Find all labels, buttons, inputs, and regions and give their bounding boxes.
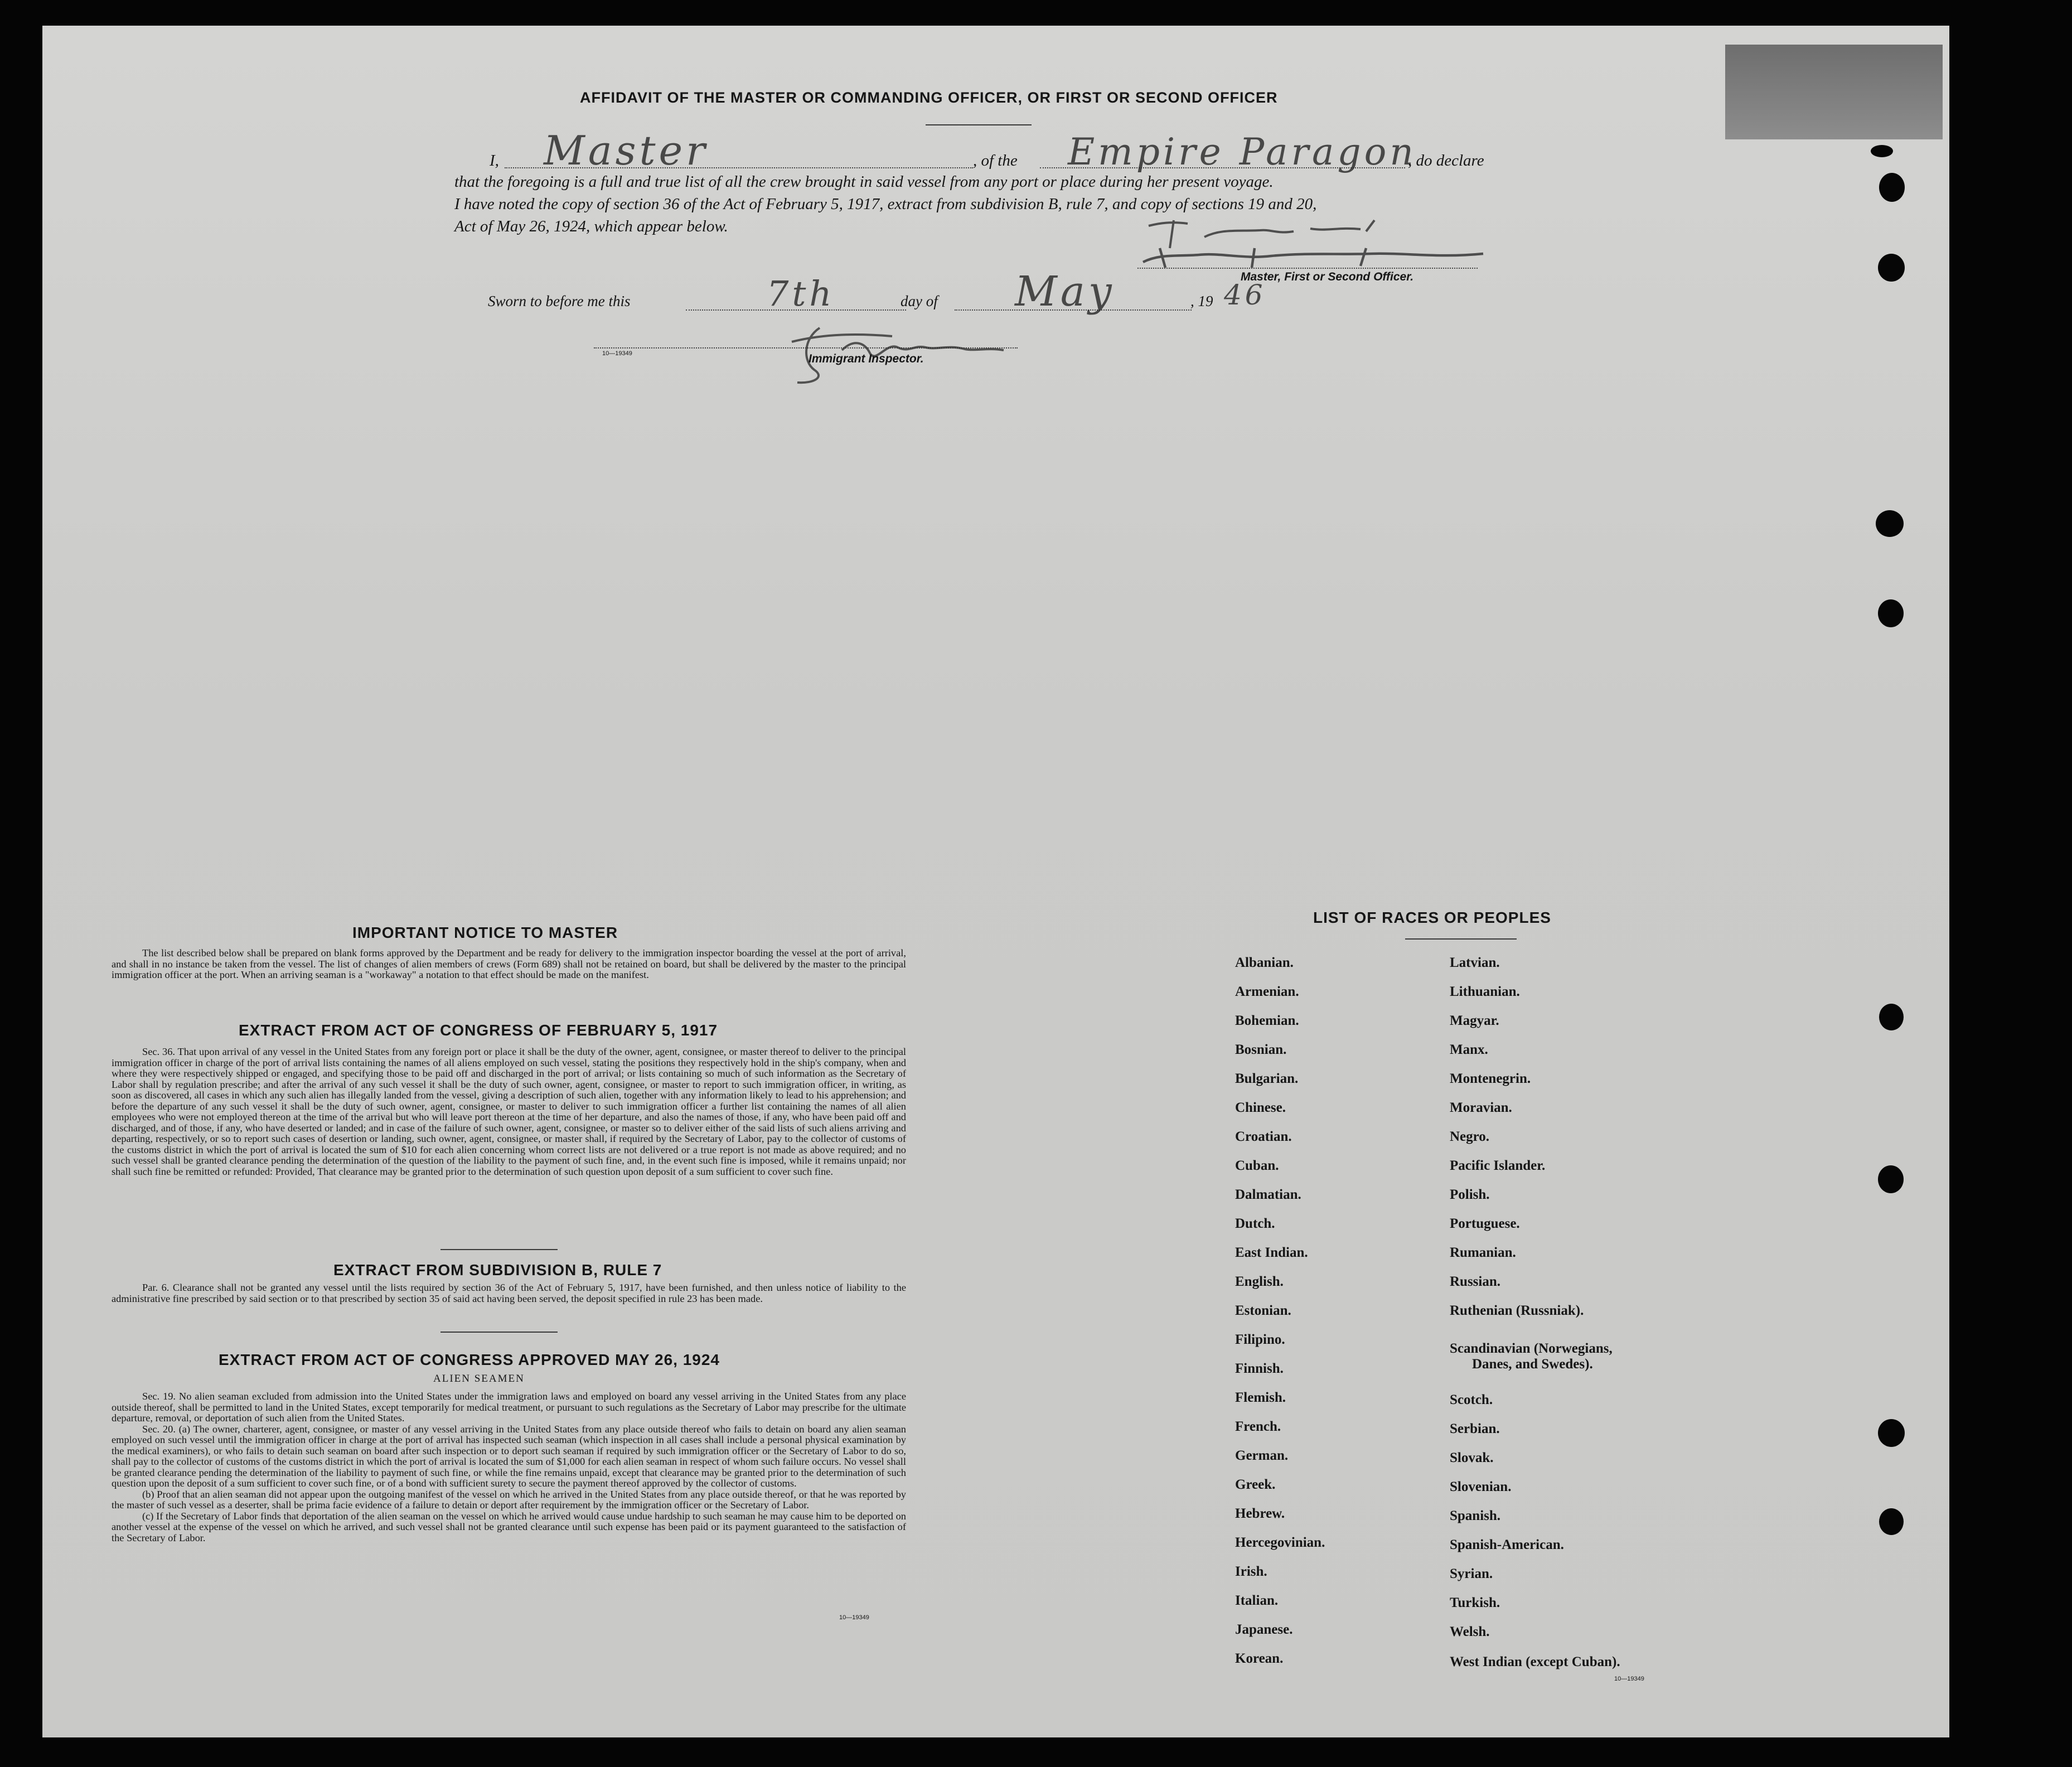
- race-item: French.: [1235, 1419, 1281, 1434]
- binding-hole: [1879, 1508, 1904, 1535]
- sworn-label: Sworn to before me this: [488, 293, 631, 309]
- signature-role-label: Master, First or Second Officer.: [1241, 270, 1414, 283]
- binding-hole: [1878, 254, 1905, 282]
- race-item: Italian.: [1235, 1593, 1279, 1608]
- extract-form-number: 10—19349: [839, 1614, 869, 1621]
- declaration-line-4: Act of May 26, 1924, which appear below.: [454, 217, 728, 235]
- notice-title: IMPORTANT NOTICE TO MASTER: [352, 924, 618, 941]
- race-item: Greek.: [1235, 1477, 1276, 1492]
- race-item: Danes, and Swedes).: [1472, 1357, 1593, 1372]
- race-item: Lithuanian.: [1450, 984, 1520, 999]
- race-item: Scotch.: [1450, 1392, 1493, 1407]
- race-item: Flemish.: [1235, 1390, 1286, 1405]
- race-item: Irish.: [1235, 1564, 1267, 1579]
- race-item: Turkish.: [1450, 1595, 1500, 1610]
- race-item: Portuguese.: [1450, 1216, 1520, 1231]
- alien-seamen-subtitle: ALIEN SEAMEN: [433, 1373, 525, 1384]
- race-item: Slovenian.: [1450, 1479, 1512, 1494]
- declaration-line-2: that the foregoing is a full and true list of all the crew brought in said vessel from any port or place during her present voyage.: [454, 173, 1274, 191]
- year-handwritten: 46: [1224, 279, 1266, 311]
- notice-block: [112, 948, 906, 981]
- race-item: Dutch.: [1235, 1216, 1275, 1231]
- race-item: Serbian.: [1450, 1421, 1500, 1436]
- race-item: Syrian.: [1450, 1566, 1493, 1581]
- race-item: Pacific Islander.: [1450, 1158, 1546, 1173]
- extract-1924-block: [112, 1391, 906, 1543]
- race-item: Bosnian.: [1235, 1042, 1287, 1057]
- race-item: Russian.: [1450, 1274, 1501, 1289]
- race-item: English.: [1235, 1274, 1284, 1289]
- races-form-number: 10—19349: [1614, 1676, 1644, 1682]
- race-item: Armenian.: [1235, 984, 1299, 999]
- do-declare-label: , do declare: [1408, 152, 1484, 170]
- race-item: Hercegovinian.: [1235, 1535, 1325, 1550]
- sworn-day-handwritten: 7th: [767, 273, 835, 314]
- race-item: Korean.: [1235, 1651, 1284, 1666]
- race-item: East Indian.: [1235, 1245, 1308, 1260]
- sec-20b-text: (b) Proof that an alien seaman did not appear upon the outgoing manifest of the vessel on which he arrived in the United States from any place outside thereof, or that he was reported by the master of such vessel as a deserter, shall be prima facie evidence of a failure to detain or deport after requirement by the immigration officer or the Secretary of Labor.: [112, 1488, 906, 1511]
- race-item: Finnish.: [1235, 1361, 1284, 1376]
- subdivision-b-text: Par. 6. Clearance shall not be granted any vessel until the lists required by section 36 of the Act of February 5, 1917, have been furnished, and then unless notice of liability to the administrative fine prescribed by said section or to that prescribed by section 35 of said act having been served, the deposit specified in rule 23 has been made.: [112, 1282, 906, 1304]
- binding-hole: [1879, 173, 1905, 202]
- race-item: Chinese.: [1235, 1100, 1286, 1115]
- race-item: Japanese.: [1235, 1622, 1293, 1637]
- section-divider: [440, 1249, 558, 1250]
- race-item: Latvian.: [1450, 955, 1500, 970]
- day-of-label: day of: [901, 293, 938, 309]
- binding-hole: [1878, 599, 1904, 627]
- race-item: Filipino.: [1235, 1332, 1285, 1347]
- binding-hole: [1871, 145, 1893, 157]
- sec-19-text: Sec. 19. No alien seaman excluded from admission into the United States under the immigration laws and employed on board any vessel arriving in the United States from any place outside thereof, shall be permitted to land in the United States, except temporarily for medical treatment, or pursuant to such regulations as the Secretary of Labor may prescribe for the ultimate departure, removal, or deportation of such alien from the United States.: [112, 1391, 906, 1424]
- inspector-label: Immigrant Inspector.: [809, 352, 924, 365]
- races-title: LIST OF RACES OR PEOPLES: [1313, 909, 1551, 926]
- signature-area: [1126, 215, 1528, 276]
- subdivision-b-title: EXTRACT FROM SUBDIVISION B, RULE 7: [333, 1261, 662, 1279]
- race-item: Polish.: [1450, 1187, 1490, 1202]
- i-label: I,: [490, 152, 499, 170]
- sec-20c-text: (c) If the Secretary of Labor finds that deportation of the alien seaman on the vessel on which he arrived would cause undue hardship to such seaman he may cause him to be deported on another vessel at the expense of the vessel on which he arrived, and such vessel shall not be granted clearance until such expense has been paid or its payment guaranteed to the satisfaction of the Secretary of Labor.: [112, 1510, 906, 1543]
- race-item: Rumanian.: [1450, 1245, 1516, 1260]
- race-item: Manx.: [1450, 1042, 1488, 1057]
- master-signature: [1126, 215, 1528, 276]
- race-item: Montenegrin.: [1450, 1071, 1531, 1086]
- extract-1924-title: EXTRACT FROM ACT OF CONGRESS APPROVED MAY 26, 1924: [219, 1351, 720, 1368]
- subdivision-b-block: [112, 1282, 906, 1304]
- title-underline: [926, 124, 1032, 125]
- race-item: Bulgarian.: [1235, 1071, 1299, 1086]
- section-divider: [440, 1332, 558, 1333]
- race-item: Welsh.: [1450, 1624, 1490, 1639]
- binding-hole: [1876, 510, 1904, 537]
- race-item: Spanish-American.: [1450, 1537, 1564, 1552]
- race-item: Estonian.: [1235, 1303, 1291, 1318]
- month-handwritten: May: [1015, 268, 1115, 316]
- year-prefix-label: , 19: [1190, 293, 1213, 309]
- binding-hole: [1878, 1165, 1904, 1193]
- race-item: Scandinavian (Norwegians,: [1450, 1341, 1613, 1356]
- notice-text: The list described below shall be prepared on blank forms approved by the Department and be ready for delivery to the immigration inspector boarding the vessel at the port of arrival, and shall in no instance be taken from the vessel. The list of changes of alien members of crews (Form 689) shall not be retained on board, but shall be delivered by the master to the principal immigration officer at the port. When an arriving seaman is a "workaway" a notation to that effect should be made on the manifest.: [112, 947, 906, 980]
- sec-20a-text: Sec. 20. (a) The owner, charterer, agent, consignee, or master of any vessel arriving in the United States from any place outside thereof who fails to detain on board any alien seaman employed on such vessel until the immigration officer in charge at the port of arrival has inspected such seaman (which inspection in all cases shall include a personal physical examination by the medical examiners), or who fails to detain such seaman on board after such inspection or to deport such seaman if required by such immigration officer or the Secretary of Labor to do so, shall pay to the collector of customs of the customs district in which the port of arrival is located the sum of $1,000 for each alien seaman in respect of whom such failure occurs. No vessel shall be granted clearance pending the determination of the liability to payment of such fine, or while the fine remains unpaid, except that clearance may be granted prior to the determination of such question upon the deposit of a sum sufficient to cover such fine, or of a bond with sufficient surety to secure the payment thereof approved by the collector of customs.: [112, 1423, 906, 1489]
- race-item: Albanian.: [1235, 955, 1294, 970]
- race-item: Cuban.: [1235, 1158, 1279, 1173]
- signature-dotline: [1137, 268, 1478, 269]
- master-handwritten: Master: [544, 127, 709, 174]
- race-item: Magyar.: [1450, 1013, 1499, 1028]
- race-item: Slovak.: [1450, 1450, 1494, 1465]
- race-item: Spanish.: [1450, 1508, 1501, 1523]
- vessel-handwritten: Empire Paragon: [1068, 130, 1417, 173]
- race-item: Negro.: [1450, 1129, 1490, 1144]
- race-item: West Indian (except Cuban).: [1450, 1654, 1620, 1669]
- torn-corner: [1725, 45, 1943, 139]
- binding-hole: [1878, 1419, 1905, 1447]
- race-item: Dalmatian.: [1235, 1187, 1301, 1202]
- binding-hole: [1879, 1004, 1904, 1030]
- race-item: Hebrew.: [1235, 1506, 1285, 1521]
- extract-1917-block: [112, 1047, 906, 1177]
- race-item: German.: [1235, 1448, 1289, 1463]
- race-item: Croatian.: [1235, 1129, 1292, 1144]
- race-item: Bohemian.: [1235, 1013, 1299, 1028]
- declaration-line-3: I have noted the copy of section 36 of the Act of February 5, 1917, extract from subdivision B, rule 7, and copy of sections 19 and 20,: [454, 195, 1317, 213]
- of-the-label: , of the: [973, 152, 1018, 170]
- affidavit-title: AFFIDAVIT OF THE MASTER OR COMMANDING OFFICER, OR FIRST OR SECOND OFFICER: [580, 89, 1278, 106]
- affidavit-form-number: 10—19349: [602, 350, 632, 357]
- race-item: Ruthenian (Russniak).: [1450, 1303, 1584, 1318]
- races-title-underline: [1405, 938, 1517, 940]
- extract-1917-title: EXTRACT FROM ACT OF CONGRESS OF FEBRUARY 5, 1917: [239, 1022, 718, 1039]
- extract-1917-text: Sec. 36. That upon arrival of any vessel in the United States from any foreign port or place it shall be the duty of the owner, agent, consignee, or master thereof to deliver to the principal immigration officer in charge of the port of arrival lists containing the names of all aliens employed on such vessel, stating the positions they respectively hold in the ship's company, when and where they were respectively shipped or engaged, and specifying those to be paid off and discharged in the port of arrival; or lists containing so much of such information as the Secretary of Labor shall by regulation prescribe; and after the arrival of any such vessel it shall be the duty of such owner, agent, consignee, or master to report to such immigration officer, in writing, as soon as discovered, all cases in which any such alien has illegally landed from the vessel, giving a description of such alien, together with any information likely to lead to his apprehension; and before the departure of any such vessel it shall be the duty of such owner, agent, consignee, or master to deliver to such immigration officer a further list containing the names of all alien employees who were not employed thereon at the time of the arrival but who will leave port thereon at the time of her departure, and also the names of those, if any, who have been paid off and discharged, and of those, if any, who have deserted or landed; and in case of the failure of such owner, agent, consignee, or master so to deliver either of the said lists of such aliens arriving and departing, respectively, or so to report such cases of desertion or landing, such owner, agent, consignee, or master shall, if required by the Secretary of Labor, pay to the collector of customs of the customs district in which the port of arrival is located the sum of $10 for each alien concerning whom correct lists are not delivered or a true report is not made as above required; and no such vessel shall be granted clearance pending the determination of the question of the liability to the payment of such fine, and, in the event such fine is imposed, while it remains unpaid; nor shall such fine be remitted or refunded: Provided, That clearance may be granted prior to the determination of such question upon deposit of a sum sufficient to cover such fine.: [112, 1046, 906, 1177]
- race-item: Moravian.: [1450, 1100, 1512, 1115]
